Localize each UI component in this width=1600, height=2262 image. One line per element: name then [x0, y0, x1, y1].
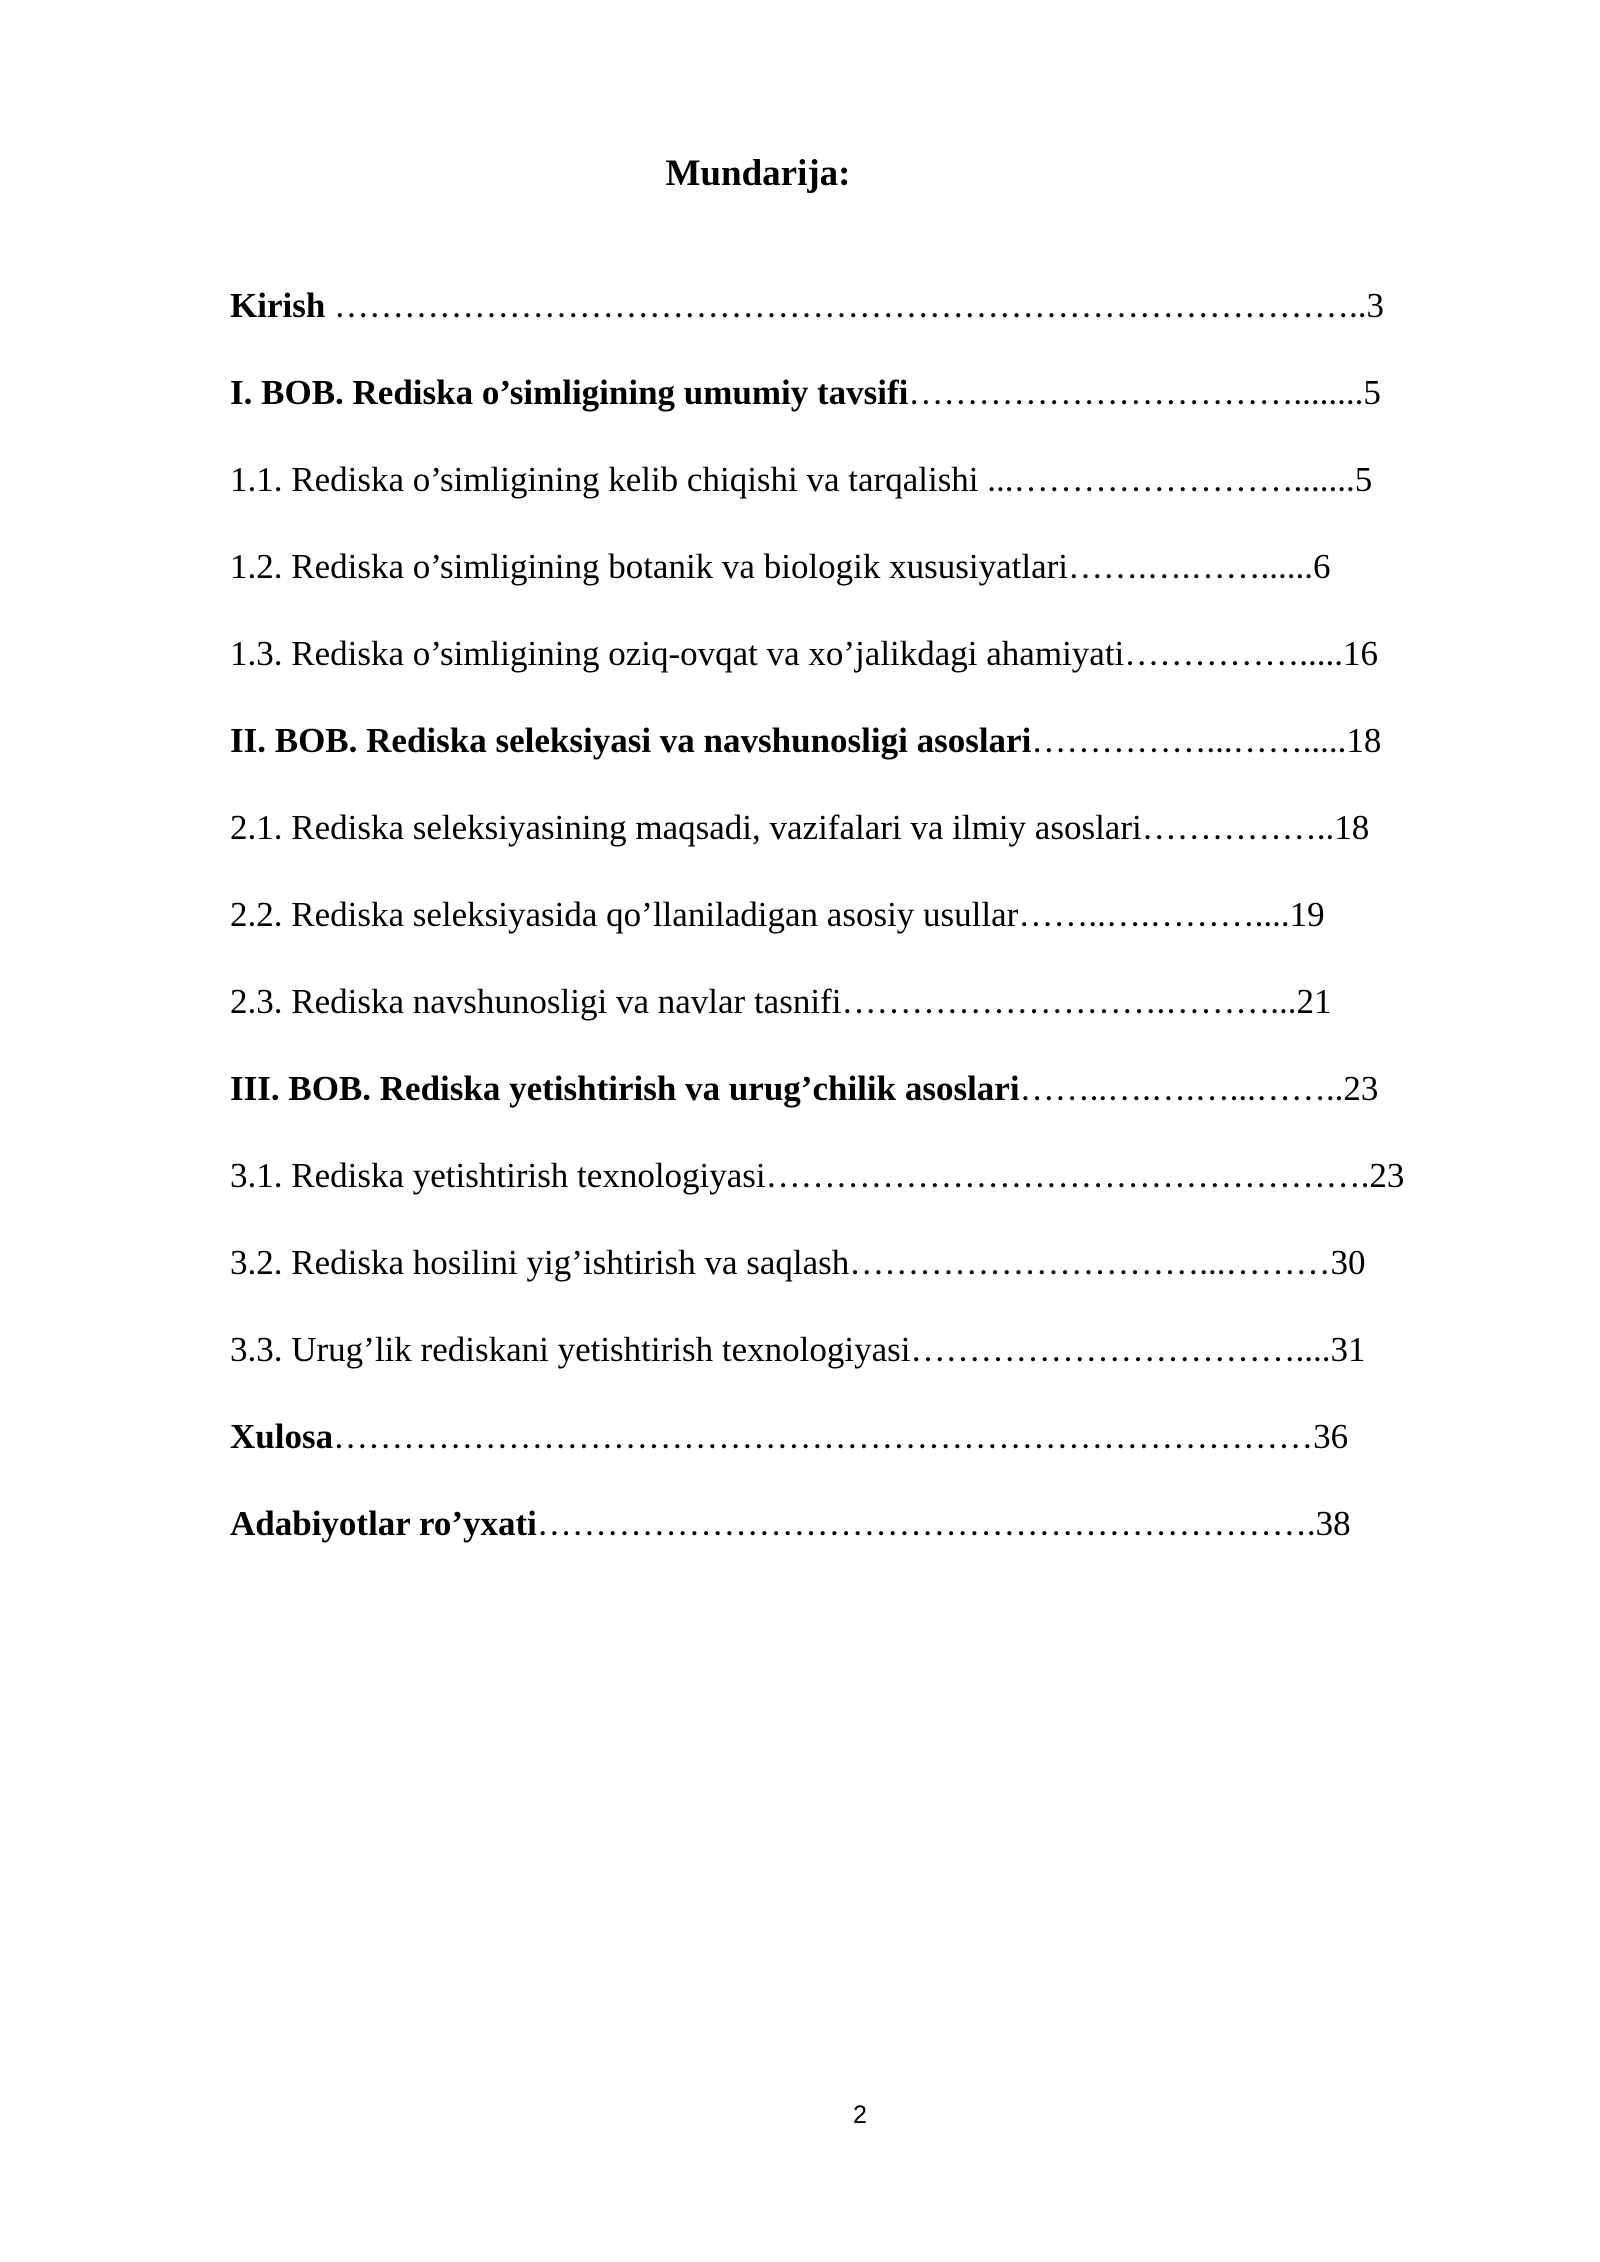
toc-entry [230, 282, 1480, 369]
toc-entry-leader: ……………………….………... [841, 982, 1297, 1021]
toc-entry-leader: ……………………………………………. [765, 1156, 1370, 1195]
toc-entry-title: 3.3. Urug’lik rediskani yetishtirish texnologiyasi [230, 1330, 911, 1369]
toc-entry-title: 3.2. Rediska hosilini yig’ishtirish va saqlash [230, 1243, 850, 1282]
toc-entry-page-number: 18 [1346, 721, 1382, 760]
toc-entry-leader: …………………………...……… [849, 1243, 1331, 1282]
toc-entry-page-number: 38 [1315, 1504, 1351, 1543]
toc-entry-leader: ……..….……….... [1018, 895, 1290, 934]
toc-entry [230, 1500, 1480, 1587]
toc-entry-title: Adabiyotlar ro’yxati [230, 1504, 537, 1543]
toc-entry-leader: ...……………………....... [978, 460, 1355, 499]
toc-entry [230, 456, 1480, 543]
toc-entry [230, 891, 1480, 978]
toc-entry [230, 804, 1480, 891]
page-number: 2 [853, 2101, 867, 2129]
toc-entry-title: 2.2. Rediska seleksiyasida qo’llaniladigan asosiy usullar [230, 895, 1019, 934]
toc-entry [230, 1413, 1480, 1500]
toc-entry [230, 717, 1480, 804]
toc-entry-leader: …………………………………………………………………………….. [325, 286, 1367, 325]
toc-entry [230, 543, 1480, 630]
toc-entry-title: I. BOB. Rediska o’simligining umumiy tavsifi [230, 373, 909, 412]
toc-entry-title: 1.1. Rediska o’simligining kelib chiqishi va tarqalishi [230, 460, 979, 499]
toc-entry-leader: ……..….….…...…….. [1019, 1069, 1344, 1108]
toc-entry [230, 1239, 1480, 1326]
toc-entry-leader: …………………………………………………………. [536, 1504, 1316, 1543]
toc-entry-title: 3.1. Rediska yetishtirish texnologiyasi [230, 1156, 766, 1195]
toc-entry [230, 630, 1480, 717]
toc-entry-title: 1.3. Rediska o’simligining oziq-ovqat va xo’jalikdagi ahamiyati [230, 634, 1125, 673]
toc-entry [230, 369, 1480, 456]
toc-entry-title: 1.2. Rediska o’simligining botanik va biologik xususiyatlari [230, 547, 1069, 586]
toc-entry-leader: …………………………….... [910, 1330, 1331, 1369]
toc-entry-leader: …………….. [1141, 808, 1335, 847]
toc-entry-title: III. BOB. Rediska yetishtirish va urug’chilik asoslari [230, 1069, 1020, 1108]
toc-entry-page-number: 18 [1334, 808, 1370, 847]
toc-entry-page-number: 21 [1296, 982, 1332, 1021]
toc-entry [230, 978, 1480, 1065]
toc-entry-page-number: 30 [1330, 1243, 1366, 1282]
toc-entry [230, 1152, 1480, 1239]
toc-entry-leader: ……………...……..... [1031, 721, 1347, 760]
toc-entry-leader: ……………..... [1124, 634, 1344, 673]
toc-title: Mundarija: [665, 153, 851, 194]
toc-entry-leader: …….….……...... [1068, 547, 1314, 586]
toc-entry-page-number: 23 [1369, 1156, 1405, 1195]
toc-entry [230, 1065, 1480, 1152]
toc-entry-title: 2.1. Rediska seleksiyasining maqsadi, vazifalari va ilmiy asoslari [230, 808, 1142, 847]
toc-entry-page-number: 5 [1354, 460, 1373, 499]
toc-entry-leader: ………………………………………………………………………… [333, 1417, 1314, 1456]
toc-entry-page-number: 23 [1343, 1069, 1379, 1108]
toc-entry-page-number: 31 [1330, 1330, 1366, 1369]
toc-entry-page-number: 5 [1363, 373, 1381, 412]
table-of-contents [230, 282, 1480, 1587]
toc-entry-title: II. BOB. Rediska seleksiyasi va navshunosligi asoslari [230, 721, 1032, 760]
toc-entry-title: Kirish [230, 286, 326, 325]
toc-entry-title: 2.3. Rediska navshunosligi va navlar tasnifi [230, 982, 842, 1021]
toc-entry [230, 1326, 1480, 1413]
toc-entry-page-number: 3 [1366, 286, 1385, 325]
toc-entry-page-number: 6 [1313, 547, 1331, 586]
toc-entry-page-number: 19 [1289, 895, 1325, 934]
toc-entry-page-number: 16 [1343, 634, 1379, 673]
toc-entry-title: Xulosa [230, 1417, 334, 1456]
toc-entry-page-number: 36 [1313, 1417, 1349, 1456]
toc-entry-leader: ……………………………........ [908, 373, 1364, 412]
